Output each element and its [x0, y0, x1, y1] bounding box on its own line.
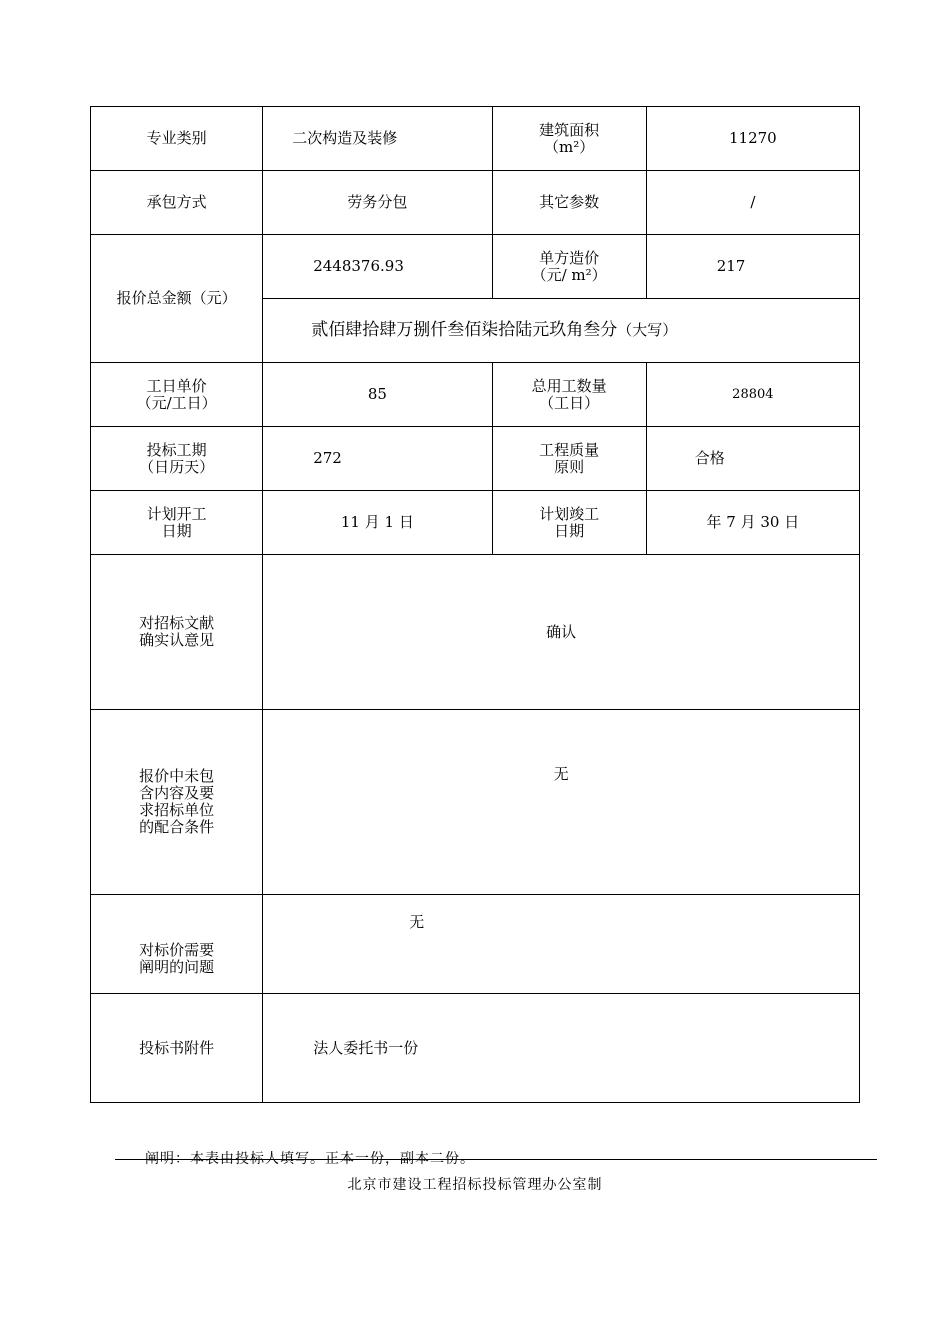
excluded-label-line1: 报价中未包: [139, 767, 215, 785]
row-contract: [91, 171, 860, 235]
labor-label: [492, 363, 646, 427]
daily-price-label-line2: （元/工日）: [136, 393, 217, 412]
row-confirm: [91, 555, 860, 710]
area-label-line1: 建筑面积: [539, 120, 600, 139]
row-dates: [91, 491, 860, 555]
attach-value: 法人委托书一份: [263, 994, 860, 1103]
labor-label-line1: 总用工数量: [531, 376, 607, 395]
excluded-label-line2: 含内容及要: [139, 784, 215, 802]
labor-value: 28804: [646, 363, 859, 427]
row-period: [91, 427, 860, 491]
period-label-line1: 投标工期: [146, 440, 207, 459]
bid-form-table: [90, 106, 860, 1103]
labor-label-line2: （工日）: [539, 393, 600, 412]
other-label: 其它参数: [492, 171, 646, 235]
quality-label-line2: 原则: [554, 457, 585, 476]
area-value: 11270: [646, 107, 859, 171]
unit-price-label-line2: （元/ m²）: [531, 265, 607, 284]
start-label: [91, 491, 263, 555]
start-label-line1: 计划开工: [146, 504, 207, 523]
area-label-line2: （m²）: [543, 137, 595, 156]
issues-value: 无: [263, 895, 860, 994]
attach-label: 投标书附件: [91, 994, 263, 1103]
daily-price-label-line1: 工日单价: [146, 376, 207, 395]
start-value: 11 月 1 日: [263, 491, 492, 555]
excluded-value: 无: [263, 710, 860, 895]
total-in-words-suffix: （大写）: [617, 321, 678, 339]
period-value: 272: [263, 427, 492, 491]
daily-price-label: [91, 363, 263, 427]
contract-value: 劳务分包: [263, 171, 492, 235]
end-label: [492, 491, 646, 555]
unit-price-label-line1: 单方造价: [539, 248, 600, 267]
period-label-line2: （日历天）: [139, 457, 215, 476]
other-value: /: [646, 171, 859, 235]
end-label-line2: 日期: [554, 521, 585, 540]
total-in-words-text: 贰佰肆拾肆万捌仟叁佰柒拾陆元玖角叁分: [311, 320, 618, 340]
excluded-label-line3: 求招标单位: [139, 801, 215, 819]
total-value: 2448376.93: [263, 235, 492, 299]
major-value: 二次构造及装修: [263, 107, 492, 171]
row-attach: [91, 994, 860, 1103]
contract-label: 承包方式: [91, 171, 263, 235]
end-value: 年 7 月 30 日: [646, 491, 859, 555]
total-in-words: [263, 299, 860, 363]
area-label: [492, 107, 646, 171]
confirm-label: [91, 555, 263, 710]
issues-label-line1: 对标价需要: [139, 941, 215, 959]
note-divider: [115, 1159, 877, 1160]
major-label: 专业类别: [91, 107, 263, 171]
excluded-label: [91, 710, 263, 895]
end-label-line1: 计划竣工: [539, 504, 600, 523]
issues-label: [91, 895, 263, 994]
unit-price-label: [492, 235, 646, 299]
quality-label-line1: 工程质量: [539, 440, 600, 459]
quality-label: [492, 427, 646, 491]
row-daily-price: [91, 363, 860, 427]
confirm-label-line1: 对招标文献: [139, 614, 215, 632]
note-text: 阐明：本表由投标人填写。正本一份，副本二份。: [145, 1151, 475, 1167]
start-label-line2: 日期: [161, 521, 192, 540]
total-label: 报价总金额（元）: [91, 235, 263, 363]
period-label: [91, 427, 263, 491]
confirm-label-line2: 确实认意见: [139, 631, 215, 649]
row-excluded: [91, 710, 860, 895]
excluded-label-line4: 的配合条件: [139, 818, 215, 836]
row-major: [91, 107, 860, 171]
confirm-value: 确认: [263, 555, 860, 710]
issues-label-line2: 阐明的问题: [139, 958, 215, 976]
row-issues: [91, 895, 860, 994]
quality-value: 合格: [646, 427, 859, 491]
row-total: [91, 235, 860, 299]
footer-text: 北京市建设工程招标投标管理办公室制: [347, 1177, 603, 1193]
unit-price-value: 217: [646, 235, 859, 299]
daily-price-value: 85: [263, 363, 492, 427]
